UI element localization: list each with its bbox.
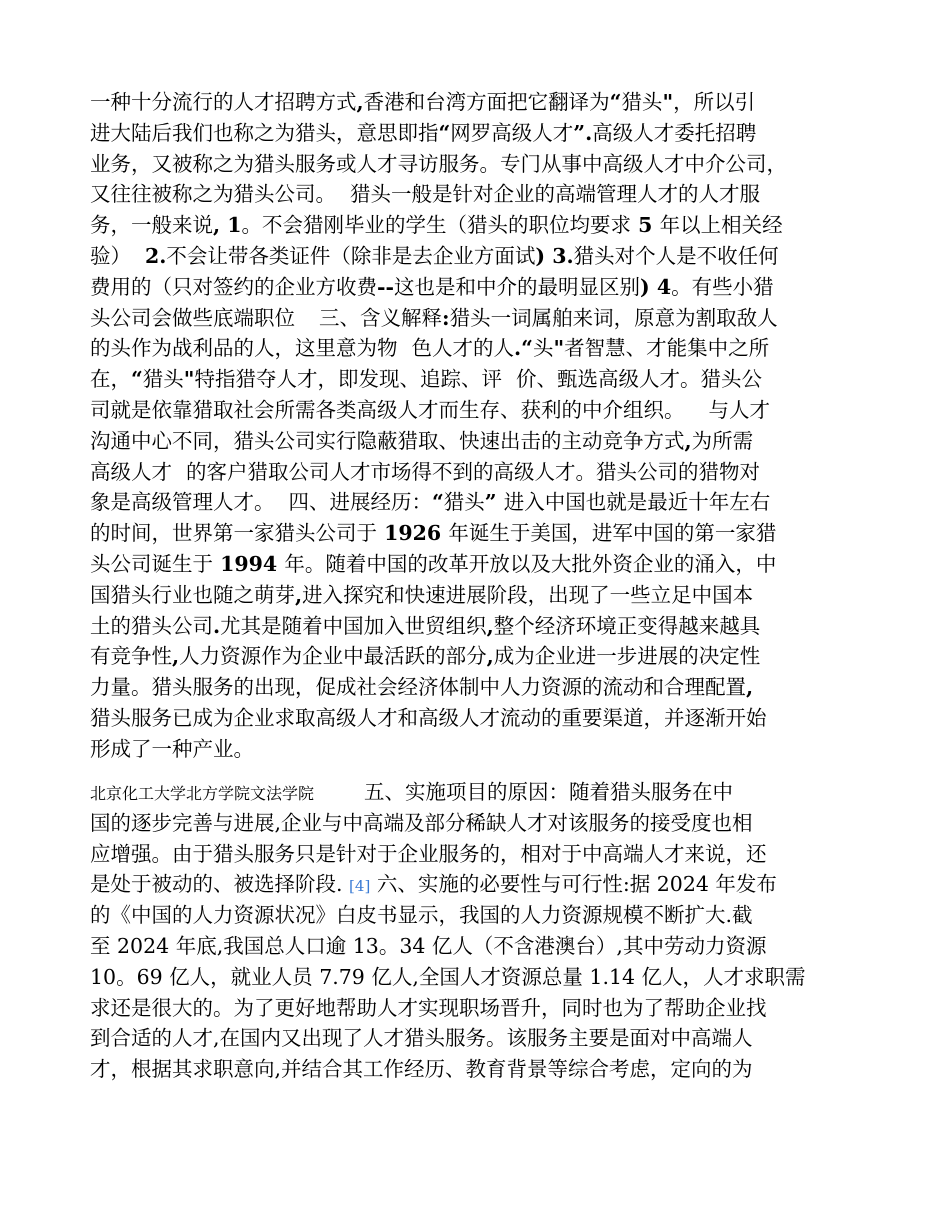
bold-text-run: , (486, 613, 494, 638)
text-line (90, 672, 880, 703)
text-line (90, 426, 880, 457)
text-run: 头 (532, 336, 554, 361)
text-line (90, 839, 880, 870)
text-run: 业务，又被称之为猎头服务或人才寻访服务。专门从事中高级人才中介公司， (90, 151, 787, 176)
text-run: 者智慧、才能集中之所 (564, 336, 770, 361)
bold-text-run: ”. (573, 120, 593, 145)
bold-text-run: 5 (631, 213, 660, 238)
text-run: 不会让带各类证件（除非是去企业方面试 (166, 243, 536, 268)
text-run: 猎头一词属舶来词，原意为割取敌人 (449, 305, 778, 330)
text-run: 年诞生于美国，进军中国的第一家猎 (448, 521, 777, 546)
bold-text-run: 1926 (377, 521, 449, 546)
text-run: 务，一般来说 (90, 213, 213, 238)
text-line (90, 900, 880, 931)
bold-text-run: .“ (514, 336, 533, 361)
text-run: 至 2024 年底,我国总人口逾 13。34 亿人（不含港澳台）,其中劳动力资源 (90, 933, 767, 958)
citation-link[interactable]: [4] (349, 877, 371, 896)
bold-text-run: “ (438, 120, 451, 145)
text-run: 头公司诞生于 (90, 551, 213, 576)
text-run: 才，根据其求职意向,并结合其工作经历、教育背景等综合考虑，定向的为 (90, 1057, 753, 1082)
text-run: 六、实施的必要性与可行性:据 2024 年发布 (370, 872, 777, 897)
bold-text-run: " (553, 336, 565, 361)
bold-text-run: , (746, 675, 754, 700)
bold-text-run: 2. (145, 243, 167, 268)
text-line (90, 641, 880, 672)
text-run: 进入中国也就是最近十年左右 (503, 490, 771, 515)
bold-text-run: , 1 (213, 213, 242, 238)
text-line (90, 457, 880, 488)
text-line (90, 303, 880, 334)
text-run: 土的猎头公司 (90, 613, 213, 638)
text-line (90, 580, 880, 611)
text-run: 网罗高级人才 (450, 120, 574, 145)
text-run: ，所以引 (673, 90, 756, 114)
bold-text-run: " (662, 90, 674, 114)
text-run: 国的逐步完善与进展,企业与中高端及部分稀缺人才对该服务的接受度也相 (90, 810, 753, 835)
text-line (90, 611, 880, 642)
text-run: 成为企业进一步进展的决定性 (493, 644, 761, 669)
bold-text-run: , (295, 582, 303, 607)
text-run: 进入探究和快速进展阶段，出现了一些立足中国本 (302, 582, 754, 607)
text-line (90, 808, 880, 839)
text-run: 司就是依靠猎取社会所需各类高级人才而生存、获利的中介组织。 (90, 397, 685, 422)
text-run: 年以上相关经 (659, 213, 783, 238)
text-line (90, 518, 880, 549)
text-run: 力量。猎头服务的出现，促成社会经济体制中人力资源的流动和合理配置 (90, 675, 746, 700)
bold-text-run: " (183, 367, 195, 392)
text-run: 尤其是随着中国加入世贸组织 (220, 613, 487, 638)
text-run: 国猎头行业也随之萌芽 (90, 582, 295, 607)
text-run: 10。69 亿人，就业人员 7.79 亿人,全国人才资源总量 1.14 亿人，人才求职需 (90, 964, 806, 989)
text-line (90, 149, 880, 180)
bold-text-run: , (684, 428, 692, 453)
text-run: 五、实施项目的原因：随着猎头服务在中 (364, 780, 734, 804)
text-line (90, 179, 880, 210)
text-run: 特指猎夺人才，即发现、追踪、评 (194, 367, 502, 392)
bold-text-run: . (213, 613, 221, 638)
text-line (90, 734, 880, 765)
text-run: 进大陆后我们也称之为猎头，意思即指 (90, 120, 439, 145)
text-line (90, 703, 880, 734)
text-line (90, 333, 880, 364)
text-run: 到合适的人才,在国内又出现了人才猎头服务。该服务主要是面对中高端人 (90, 1026, 753, 1051)
text-line (90, 993, 880, 1024)
text-run: 高级人才 (90, 459, 172, 484)
bold-text-run: : (442, 305, 450, 330)
text-run: 猎头对个人是不收任何 (573, 243, 779, 268)
text-run: 整个经济环境正变得越来越具 (493, 613, 761, 638)
text-run: 为所需 (691, 428, 754, 453)
bold-text-run: 1994 (213, 551, 285, 576)
text-run: 价、甄选高级人才。猎头公 (515, 367, 762, 392)
text-run: 一种十分流行的人才招聘方式 (90, 90, 357, 114)
text-run: 应增强。由于猎头服务只是针对于企业服务的，相对于中高端人才来说，还 (90, 841, 767, 866)
text-line (90, 210, 880, 241)
text-run: 。有些小猎 (671, 274, 774, 299)
text-line (90, 241, 880, 272)
text-run: 的头作为战利品的人，这里意为物 (90, 336, 398, 361)
text-run: 高级人才委托招聘 (592, 120, 757, 145)
text-run: 猎头 (142, 367, 184, 392)
bold-text-run: , (486, 644, 494, 669)
text-run: 头公司会做些底端职位 (90, 305, 295, 330)
text-run: 是处于被动的、被选择阶段. (90, 872, 350, 897)
text-line (90, 549, 880, 580)
text-run: 色人才的人 (411, 336, 514, 361)
text-run: 猎头一般是针对企业的高端管理人才的人才服 (350, 182, 760, 207)
text-run: 的时间，世界第一家猎头公司于 (90, 521, 377, 546)
text-line (90, 87, 880, 118)
bold-text-run: ” (484, 490, 504, 515)
bold-text-run: “ (432, 490, 444, 515)
text-run: 猎头服务已成为企业求取高级人才和高级人才流动的重要渠道，并逐渐开始 (90, 705, 767, 730)
text-line (90, 118, 880, 149)
text-line (90, 1054, 880, 1085)
text-line (90, 1023, 880, 1054)
text-run: 象是高级管理人才。 (90, 490, 275, 515)
text-run: 又往往被称之为猎头公司。 (90, 182, 336, 207)
text-run: 香港和台湾方面把它翻译为 (363, 90, 610, 114)
text-run: 四、进展经历： (288, 490, 432, 515)
text-run: 的客户猎取公司人才市场得不到的高级人才。猎头公司的猎物对 (186, 459, 760, 484)
text-line (90, 272, 880, 303)
text-run: 这也是和中介的最明显区别 (394, 274, 641, 299)
text-line (90, 395, 880, 426)
text-run: 形成了一种产业。 (90, 736, 254, 761)
paragraph-headhunting-intro (90, 87, 880, 765)
text-run: 年。随着中国的改革开放以及大批外资企业的涌入，中 (284, 551, 777, 576)
text-run: 人力资源作为企业中最活跃的部分 (179, 644, 487, 669)
text-line (90, 777, 880, 808)
bold-text-run: ) 3. (535, 243, 574, 268)
text-run: 三、含义解释 (319, 305, 442, 330)
text-run: 。不会猎刚毕业的学生（猎头的职位均要求 (241, 213, 632, 238)
text-line (90, 487, 880, 518)
bold-text-run: , (356, 90, 364, 114)
text-line (90, 931, 880, 962)
text-run: 猎头 (621, 90, 663, 114)
text-line (90, 962, 880, 993)
bold-text-run: “ (131, 367, 143, 392)
bold-text-run: -- (377, 274, 395, 299)
bold-text-run: ) 4 (640, 274, 672, 299)
text-run: 验） (90, 243, 131, 268)
text-run: 有竞争性 (90, 644, 172, 669)
bold-text-run: “ (609, 90, 622, 114)
text-run: 与人才 (708, 397, 770, 422)
text-run: 沟通中心不同，猎头公司实行隐蔽猎取、快速出击的主动竞争方式 (90, 428, 685, 453)
text-line (90, 869, 880, 900)
text-line (90, 364, 880, 395)
text-run: 的《中国的人力资源状况》白皮书显示，我国的人力资源规模不断扩大.截 (90, 903, 753, 928)
text-run: 费用的（只对签约的企业方收费 (90, 274, 377, 299)
affiliation-text: 北京化工大学北方学院文法学院 (90, 786, 315, 803)
text-run: 在， (90, 367, 131, 392)
text-run: 求还是很大的。为了更好地帮助人才实现职场晋升，同时也为了帮助企业找 (90, 995, 767, 1020)
paragraph-implementation (90, 777, 880, 1085)
bold-text-run: , (172, 644, 180, 669)
text-run: 猎头 (443, 490, 485, 515)
